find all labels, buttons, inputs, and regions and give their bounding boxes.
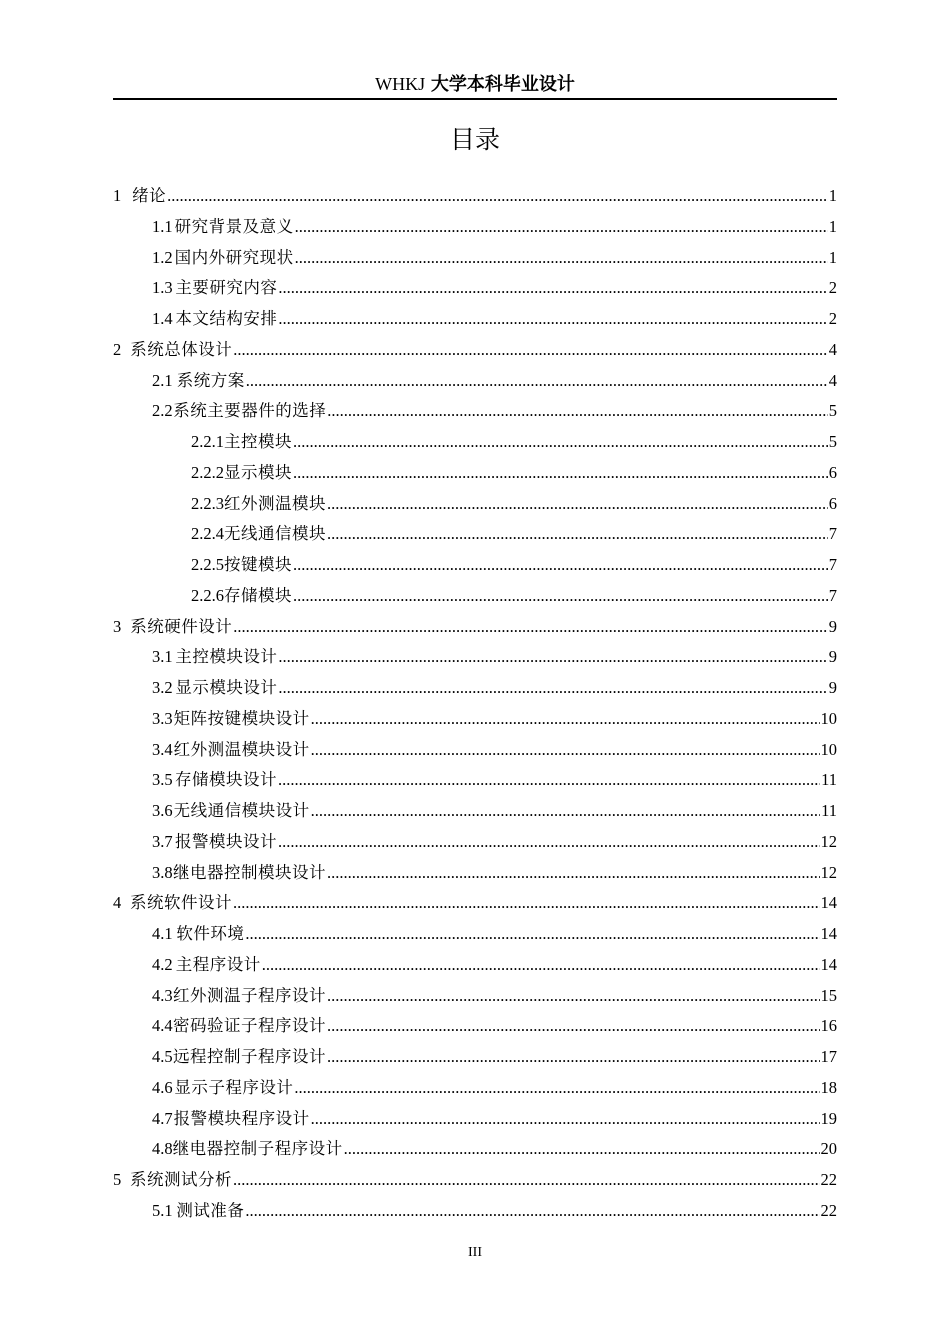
toc-entry-number: 4.3 <box>152 985 173 1005</box>
toc-entry[interactable] <box>113 735 837 766</box>
toc-dot-leader <box>278 273 827 303</box>
toc-entry-page: 11 <box>821 770 837 790</box>
toc-dot-leader <box>245 1196 819 1226</box>
toc-entry-label: 显示模块 <box>224 462 292 482</box>
toc-entry[interactable] <box>113 888 837 919</box>
toc-entry-number: 3.2 <box>152 678 173 697</box>
toc-dot-leader <box>233 335 828 365</box>
toc-entry[interactable] <box>113 858 837 889</box>
toc-entry-page: 1 <box>828 186 837 205</box>
toc-dot-leader <box>293 427 828 457</box>
toc-entry-label: 远程控制子程序设计 <box>172 1047 326 1066</box>
toc-dot-leader <box>327 981 820 1011</box>
toc-entry-number: 1.2 <box>152 247 173 267</box>
toc-entry-page: 6 <box>828 493 837 513</box>
header-title: 大学本科毕业设计 <box>430 74 575 95</box>
toc-entry-number: 2.2.4 <box>191 524 224 544</box>
toc-entry-page: 9 <box>828 678 837 697</box>
toc-dot-leader <box>327 396 827 426</box>
toc-entry-label: 主控模块 <box>224 432 292 451</box>
toc-entry-label: 矩阵按键模块设计 <box>173 708 310 728</box>
toc-entry-page: 2 <box>828 309 837 328</box>
toc-entry-page: 10 <box>820 739 837 759</box>
toc-entry[interactable] <box>113 1165 837 1196</box>
toc-entry[interactable] <box>113 981 837 1012</box>
toc-entry-label: 红外测温模块设计 <box>173 739 310 759</box>
toc-dot-leader <box>278 765 820 795</box>
toc-entry[interactable] <box>113 366 837 397</box>
toc-entry-number: 1.1 <box>152 216 173 236</box>
toc-entry-page: 7 <box>828 524 837 544</box>
toc-entry-number: 2.2.1 <box>191 432 224 451</box>
toc-entry-number: 2.2.3 <box>191 493 224 513</box>
toc-entry[interactable] <box>113 1011 837 1042</box>
toc-entry-number: 2.1 <box>152 370 173 390</box>
toc-dot-leader <box>293 458 828 488</box>
toc-entry-number: 4.1 <box>152 924 173 943</box>
toc-entry-page: 2 <box>828 278 837 298</box>
toc-entry-number: 3.4 <box>152 739 173 759</box>
toc-entry[interactable] <box>113 1104 837 1135</box>
toc-entry-number: 2.2.2 <box>191 462 224 482</box>
toc-entry-number: 5.1 <box>152 1200 173 1220</box>
toc-entry-page: 15 <box>820 985 837 1005</box>
toc-entry-page: 12 <box>820 862 837 882</box>
toc-entry-label: 主要研究内容 <box>175 278 278 298</box>
toc-dot-leader <box>327 1042 820 1072</box>
toc-entry-number: 4.4 <box>152 1016 173 1036</box>
toc-entry[interactable] <box>113 550 837 581</box>
toc-entry[interactable] <box>113 796 837 827</box>
toc-entry-label: 存储模块 <box>224 585 292 605</box>
toc-dot-leader <box>327 1011 820 1041</box>
toc-entry-label: 无线通信模块 <box>224 524 326 544</box>
toc-entry-label: 系统软件设计 <box>130 893 232 913</box>
toc-dot-leader <box>327 519 828 549</box>
toc-entry-page: 20 <box>820 1139 837 1159</box>
toc-entry-page: 6 <box>828 462 837 482</box>
toc-entry-page: 9 <box>828 647 837 667</box>
toc-entry-number: 4.6 <box>152 1077 173 1097</box>
toc-entry[interactable] <box>113 827 837 858</box>
toc-entry[interactable] <box>113 612 837 643</box>
toc-entry[interactable] <box>113 919 837 950</box>
toc-dot-leader <box>311 704 820 734</box>
toc-entry-number: 4.5 <box>152 1047 173 1066</box>
toc-entry-label: 系统测试分析 <box>130 1170 232 1189</box>
toc-entry-label: 继电器控制子程序设计 <box>172 1139 343 1159</box>
toc-entry-number: 2.2.6 <box>191 585 224 605</box>
toc-entry-label: 测试准备 <box>176 1200 245 1220</box>
toc-entry[interactable] <box>113 304 837 335</box>
toc-entry-label: 系统总体设计 <box>130 339 233 359</box>
toc-dot-leader <box>295 212 828 242</box>
toc-entry-label: 系统方案 <box>176 370 245 390</box>
toc-entry-label: 主程序设计 <box>175 954 261 974</box>
toc-entry-page: 7 <box>828 585 837 605</box>
toc-dot-leader <box>233 1165 820 1195</box>
toc-entry-number: 5 <box>113 1170 122 1189</box>
toc-entry[interactable] <box>113 581 837 612</box>
header-latin: WHKJ <box>375 74 426 94</box>
toc-entry-number: 1.3 <box>152 278 173 298</box>
toc-entry-page: 5 <box>828 401 837 421</box>
toc-entry-page: 14 <box>820 954 837 974</box>
toc-title: 目录 <box>449 125 500 154</box>
toc-entry-number: 4 <box>113 893 122 913</box>
toc-entry-page: 4 <box>828 370 837 390</box>
toc-entry-label: 密码验证子程序设计 <box>172 1016 326 1036</box>
toc-entry-number: 2.2.5 <box>191 555 224 574</box>
toc-entry-label: 继电器控制模块设计 <box>172 862 326 882</box>
toc-entry-number: 1 <box>113 186 122 205</box>
toc-entry-label: 显示子程序设计 <box>174 1077 294 1097</box>
toc-entry-page: 22 <box>820 1200 837 1220</box>
toc-entry-number: 4.2 <box>152 954 173 974</box>
toc-entry[interactable] <box>113 1073 837 1104</box>
toc-entry-page: 1 <box>828 216 837 236</box>
toc-dot-leader <box>293 550 828 580</box>
toc-dot-leader <box>327 489 828 519</box>
toc-dot-leader <box>262 950 820 980</box>
toc-entry-page: 1 <box>828 247 837 267</box>
toc-entry-number: 3.1 <box>152 647 173 667</box>
toc-entry-label: 红外测温子程序设计 <box>172 985 326 1005</box>
toc-entry-page: 12 <box>820 831 837 851</box>
toc-dot-leader <box>246 366 828 396</box>
toc-entry-label: 系统硬件设计 <box>130 616 233 636</box>
toc-entry[interactable] <box>113 673 837 704</box>
toc-entry[interactable] <box>113 642 837 673</box>
toc-entry-number: 2 <box>113 339 122 359</box>
toc-entry-page: 22 <box>820 1170 837 1189</box>
toc-entry-label: 主控模块设计 <box>175 647 278 667</box>
toc-entry-page: 17 <box>820 1047 837 1066</box>
toc-entry-label: 软件环境 <box>176 924 245 943</box>
toc-entry-page: 14 <box>820 924 837 943</box>
toc-entry[interactable] <box>113 427 837 458</box>
toc-dot-leader <box>327 858 820 888</box>
toc-entry-number: 3.7 <box>152 831 173 851</box>
toc-dot-leader <box>295 243 828 273</box>
toc-entry-number: 3.8 <box>152 862 173 882</box>
toc-entry-label: 无线通信模块设计 <box>173 801 310 820</box>
toc-dot-leader <box>278 642 827 672</box>
toc-entry-label: 报警模块程序设计 <box>173 1108 310 1128</box>
toc-entry[interactable] <box>113 704 837 735</box>
toc-dot-leader <box>278 304 827 334</box>
toc-entry-label: 显示模块设计 <box>175 678 278 697</box>
toc-entry-label: 绪论 <box>132 186 167 205</box>
toc-entry-number: 2.2 <box>152 401 173 421</box>
toc-entry-label: 按键模块 <box>224 555 292 574</box>
toc-entry-number: 3.3 <box>152 708 173 728</box>
toc-entry[interactable] <box>113 273 837 304</box>
toc-entry-page: 19 <box>820 1108 837 1128</box>
toc-entry-page: 5 <box>828 432 837 451</box>
table-of-contents <box>113 181 837 1227</box>
toc-entry[interactable] <box>113 1196 837 1227</box>
toc-entry[interactable] <box>113 335 837 366</box>
toc-entry-label: 报警模块设计 <box>175 831 278 851</box>
toc-dot-leader <box>278 827 819 857</box>
toc-entry[interactable] <box>113 243 837 274</box>
toc-entry-page: 14 <box>820 893 837 913</box>
toc-dot-leader <box>245 919 819 949</box>
toc-dot-leader <box>278 673 827 703</box>
toc-entry-number: 3.5 <box>152 770 173 790</box>
toc-entry-page: 7 <box>828 555 837 574</box>
toc-dot-leader <box>233 612 828 642</box>
toc-entry-number: 3.6 <box>152 801 173 820</box>
toc-entry-number: 4.7 <box>152 1108 173 1128</box>
toc-dot-leader <box>233 888 820 918</box>
toc-entry[interactable] <box>113 1042 837 1073</box>
toc-entry-label: 国内外研究现状 <box>174 247 294 267</box>
toc-entry-label: 红外测温模块 <box>224 493 326 513</box>
toc-entry[interactable] <box>113 212 837 243</box>
toc-entry[interactable] <box>113 396 837 427</box>
toc-entry-label: 研究背景及意义 <box>174 216 294 236</box>
toc-entry-page: 9 <box>828 616 837 636</box>
toc-entry-page: 10 <box>820 708 837 728</box>
toc-entry-number: 1.4 <box>152 309 173 328</box>
toc-entry-label: 存储模块设计 <box>175 770 278 790</box>
toc-entry-number: 3 <box>113 616 122 636</box>
toc-dot-leader <box>167 181 828 211</box>
toc-entry[interactable] <box>113 489 837 520</box>
toc-dot-leader <box>311 796 820 826</box>
toc-entry-number: 4.8 <box>152 1139 173 1159</box>
toc-entry[interactable] <box>113 765 837 796</box>
toc-entry-page: 11 <box>821 801 837 820</box>
toc-entry-label: 系统主要器件的选择 <box>173 401 327 421</box>
toc-entry[interactable] <box>113 519 837 550</box>
toc-dot-leader <box>293 581 828 611</box>
toc-dot-leader <box>344 1134 820 1164</box>
toc-entry[interactable] <box>113 458 837 489</box>
toc-entry-label: 本文结构安排 <box>175 309 278 328</box>
toc-entry-page: 18 <box>820 1077 837 1097</box>
page-number: III <box>468 1245 482 1260</box>
toc-entry[interactable] <box>113 181 837 212</box>
toc-dot-leader <box>311 1104 820 1134</box>
toc-entry[interactable] <box>113 950 837 981</box>
page-header <box>113 70 837 100</box>
toc-entry-page: 16 <box>820 1016 837 1036</box>
toc-dot-leader <box>294 1073 819 1103</box>
toc-dot-leader <box>311 735 820 765</box>
toc-entry[interactable] <box>113 1134 837 1165</box>
toc-entry-page: 4 <box>828 339 837 359</box>
